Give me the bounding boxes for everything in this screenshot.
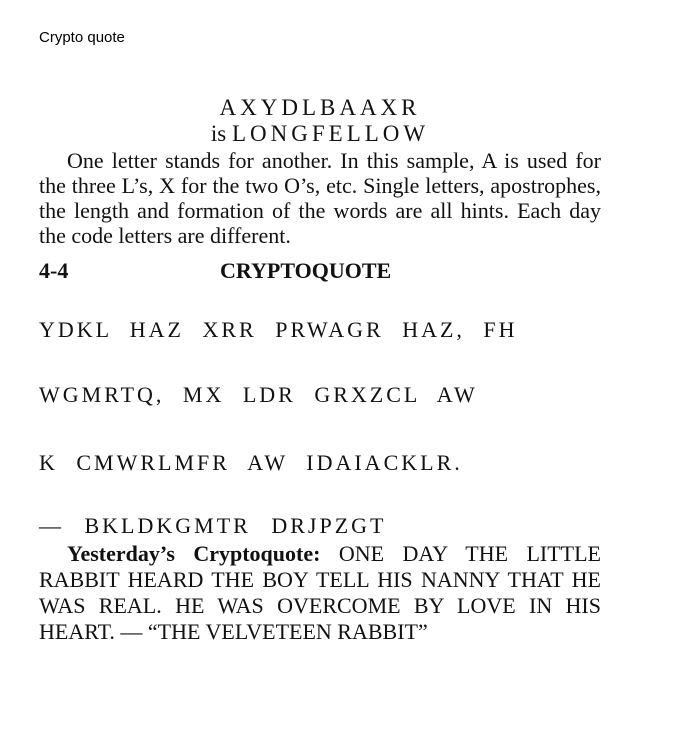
yesterday-answer [39, 541, 601, 645]
yesterday-text: ONE DAY THE LITTLE RABBIT HEARD THE BOY TELL HIS NANNY THAT HE WAS REAL. HE WAS OVERCOME BY LOVE IN HIS HEART. — “THE VELVETEEN RABBIT” [39, 541, 601, 644]
sample-answer-word: LONGFELLOW [231, 121, 430, 146]
sample-answer [0, 121, 640, 147]
yesterday-label: Yesterday’s Cryptoquote: [67, 541, 321, 566]
cipher-line-2: WGMRTQ, MX LDR GRXZCL AW [39, 382, 478, 407]
page-caption: Crypto quote [39, 29, 125, 46]
instructions-paragraph: One letter stands for another. In this sample, A is used for the three L’s, X for the two O’s, etc. Single letters, apostrophes, the length and formation of the words are all hints. Each day the code letters are different. [39, 148, 601, 248]
cipher-line-3: K CMWRLMFR AW IDAIACKLR. [39, 450, 463, 475]
cipher-author: — BKLDKGMTR DRJPZGT [39, 513, 387, 538]
puzzle-number: 4-4 [39, 258, 69, 283]
cipher-line-1: YDKL HAZ XRR PRWAGR HAZ, FH [39, 317, 518, 342]
sample-is-word: is [210, 121, 227, 146]
puzzle-title: CRYPTOQUOTE [220, 258, 392, 283]
sample-code: AXYDLBAAXR [219, 95, 421, 120]
